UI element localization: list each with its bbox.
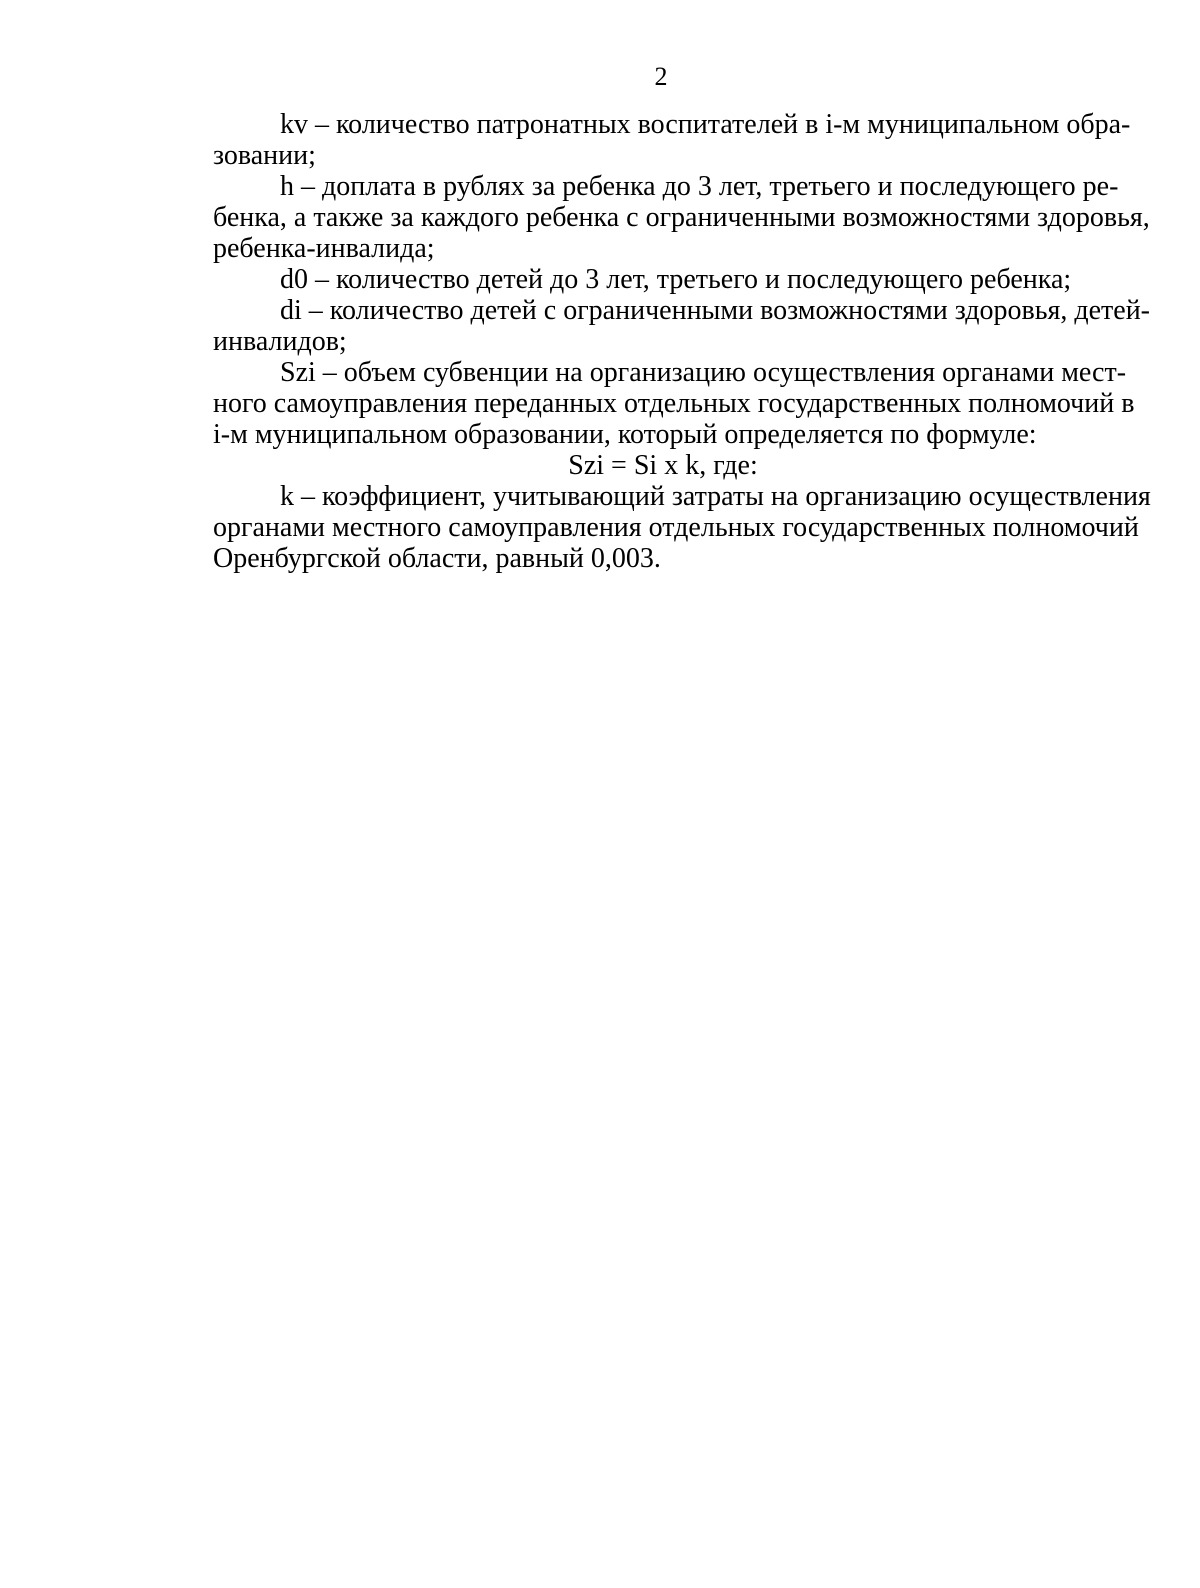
- definition-szi-line-3: i-м муниципальном образовании, который определяется по формуле:: [213, 419, 1037, 450]
- definition-h-line-2: бенка, а также за каждого ребенка с ограниченными возможностями здоровья,: [213, 202, 1150, 233]
- formula-szi: Szi = Si x k, где:: [568, 450, 758, 481]
- definition-szi-line-2: ного самоуправления переданных отдельных государственных полномочий в: [213, 388, 1135, 419]
- definition-k-line-2: органами местного самоуправления отдельных государственных полномочий: [213, 512, 1139, 543]
- definition-di-line-2: инвалидов;: [213, 326, 347, 357]
- definition-kv-line-1: kv – количество патронатных воспитателей в i-м муниципальном обра-: [280, 109, 1131, 140]
- document-body: [213, 109, 1151, 574]
- page-number: 2: [654, 62, 668, 91]
- definition-h-line-3: ребенка-инвалида;: [213, 233, 435, 264]
- definition-d0-line: d0 – количество детей до 3 лет, третьего и последующего ребенка;: [280, 264, 1072, 295]
- definition-k-line-3: Оренбургской области, равный 0,003.: [213, 543, 661, 574]
- definition-k-line-1: k – коэффициент, учитывающий затраты на организацию осуществления: [280, 481, 1151, 512]
- definition-szi-line-1: Szi – объем субвенции на организацию осуществления органами мест-: [280, 357, 1127, 388]
- definition-kv-line-2: зовании;: [213, 140, 316, 171]
- definition-h-line-1: h – доплата в рублях за ребенка до 3 лет, третьего и последующего ре-: [280, 171, 1119, 202]
- definition-di-line-1: di – количество детей с ограниченными возможностями здоровья, детей-: [280, 295, 1151, 326]
